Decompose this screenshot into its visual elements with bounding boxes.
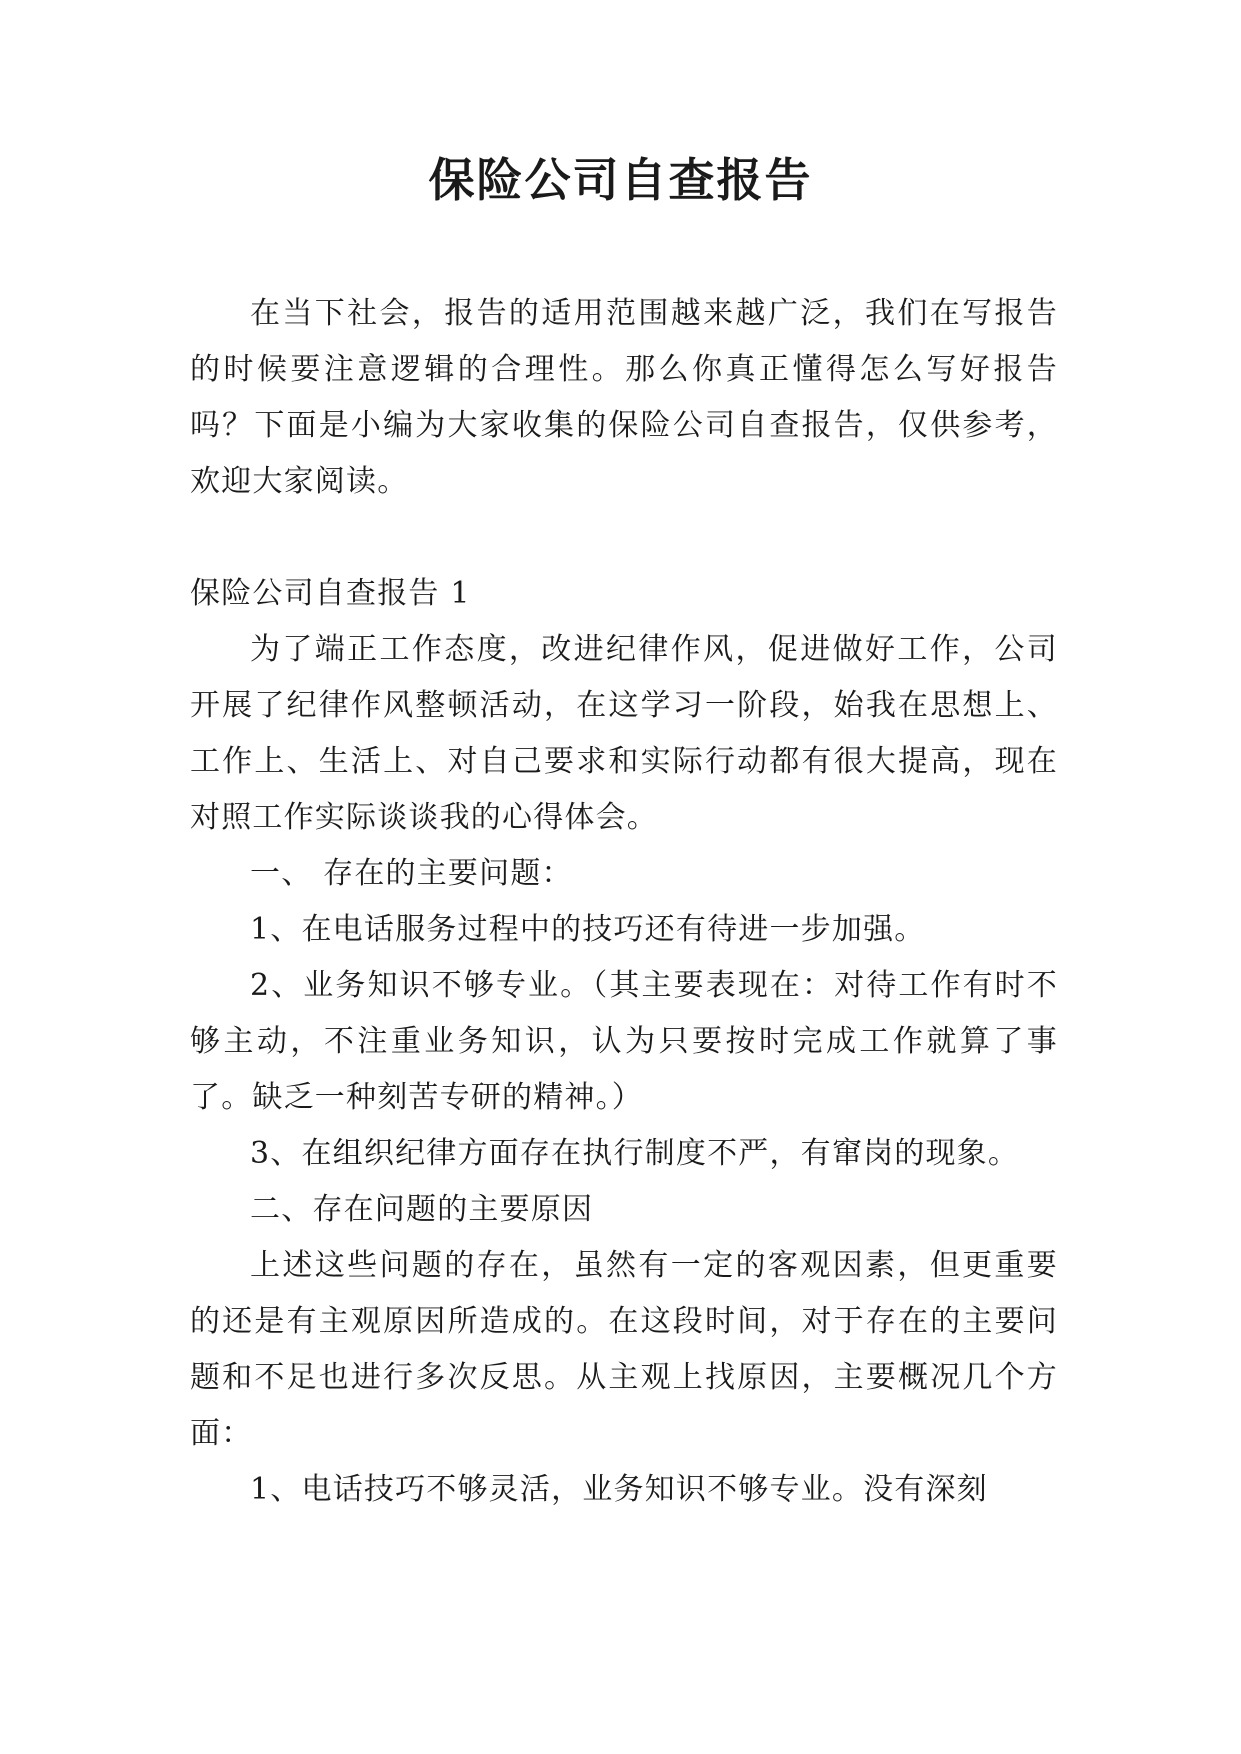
document-body (190, 286, 1058, 1518)
document-title: 保险公司自查报告 (428, 153, 813, 207)
heading-main-problems: 一、 存在的主要问题： (250, 856, 573, 891)
list-item-2: 2、业务知识不够专业。（其主要表现在：对待工作有时不够主动，不注重业务知识，认为只要按时完成工作就算了事了。缺乏一种刻苦专研的精神。） (190, 968, 1058, 1115)
section-heading: 保险公司自查报告 1 (190, 576, 471, 611)
intro-paragraph: 在当下社会，报告的适用范围越来越广泛，我们在写报告的时候要注意逻辑的合理性。那么你真正懂得怎么写好报告吗？下面是小编为大家收集的保险公司自查报告，仅供参考，欢迎大家阅读。 (190, 296, 1058, 499)
list-item-1: 1、在电话服务过程中的技巧还有待进一步加强。 (250, 912, 926, 947)
heading-main-causes: 二、存在问题的主要原因 (250, 1192, 594, 1227)
paragraph-causes: 上述这些问题的存在，虽然有一定的客观因素，但更重要的还是有主观原因所造成的。在这段时间，对于存在的主要问题和不足也进行多次反思。从主观上找原因，主要概况几个方面： (190, 1248, 1058, 1451)
cause-item-1: 1、电话技巧不够灵活，业务知识不够专业。没有深刻 (250, 1472, 988, 1507)
paragraph-purpose: 为了端正工作态度，改进纪律作风，促进做好工作，公司开展了纪律作风整顿活动，在这学习一阶段，始我在思想上、工作上、生活上、对自己要求和实际行动都有很大提高，现在对照工作实际谈谈我的心得体会。 (190, 632, 1058, 835)
list-item-3: 3、在组织纪律方面存在执行制度不严，有窜岗的现象。 (250, 1136, 1020, 1171)
